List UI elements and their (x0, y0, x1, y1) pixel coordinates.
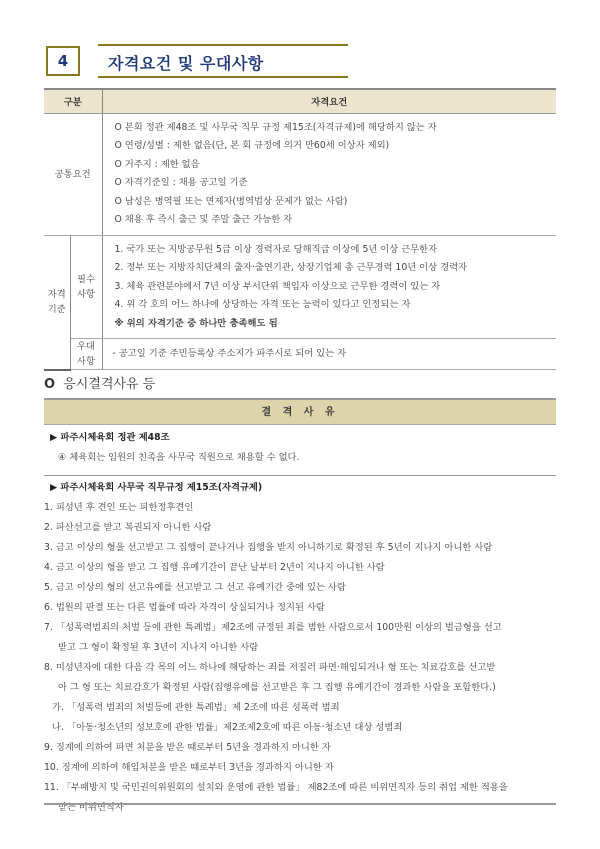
article-15 (44, 478, 556, 818)
list-item: 3. 체육 관련분야에서 7년 이상 부서단위 책임자 이상으로 근무한 경력이 있는 자 (114, 280, 441, 292)
article-line: 1. 피성년 후 견인 또는 피한정후견인 (44, 502, 194, 513)
preferred-label (70, 339, 102, 370)
list-item: O 채용 후 즉시 출근 및 주말 출근 가능한 자 (114, 214, 293, 225)
article-title: ▶ 파주시체육회 사무국 직무규정 제15조(자격규제) (50, 482, 263, 493)
required-label-line: 사항 (77, 288, 95, 300)
preferred-item: - 공고일 기준 주민등록상 주소지가 파주시로 되어 있는 자 (112, 347, 347, 359)
required-note: ※ 위의 자격기준 중 하나만 충족해도 됨 (114, 317, 278, 329)
preferred-label-line: 우대 (77, 341, 95, 352)
section-title: 자격요건 및 우대사항 (108, 54, 264, 73)
article-line: 9. 징계에 의하여 파면 처분을 받은 때로부터 5년을 경과하지 아니한 자 (44, 742, 331, 753)
qualification-label (44, 235, 70, 370)
section-title-frame (98, 44, 348, 78)
required-label (70, 235, 102, 339)
common-label: 공통요건 (44, 113, 102, 235)
list-item: O 거주지 : 제한 없음 (114, 158, 200, 170)
article-line: 11. 「부패방지 및 국민권익위원회의 설치와 운영에 관한 법률」 제82조에 따른 비위면직자 등의 취업 제한 적용을 (44, 782, 508, 793)
required-label-line: 필수 (77, 273, 95, 285)
requirements-table (44, 88, 556, 371)
article-line: 아 그 형 또는 치료감호가 확정된 사람(집행유예를 선고받은 후 그 집행 유예기간이 경과한 사람을 포함한다.) (58, 682, 496, 693)
row-required (44, 235, 556, 339)
list-item: O 본회 정관 제48조 및 사무국 직무 규정 제15조(자격규제)에 해당하지 않는 자 (114, 121, 437, 133)
list-item: 2. 정부 또는 지방자치단체의 출자·출연기관, 상장기업체 총 근무경력 10년 이상 경력자 (114, 262, 468, 273)
article-line: 8. 미성년자에 대한 다음 각 목의 어느 하나에 해당하는 죄를 저질러 파면·해임되거나 형 또는 치료감호를 선고받 (44, 662, 496, 673)
article-line: ④ 체육회는 임원의 친족을 사무국 직원으로 채용할 수 없다. (58, 452, 300, 463)
article-line: 가. 「성폭력 범죄의 처벌등에 관한 특례법」제 2조에 따른 성폭력 범죄 (52, 702, 340, 713)
list-item: 1. 국가 또는 지방공무원 5급 이상 경력자로 당해직급 이상에 5년 이상 근무한자 (114, 243, 438, 255)
disqualification-heading (44, 373, 155, 392)
row-preferred (44, 339, 556, 370)
article-line: 5. 금고 이상의 형의 선고유예를 선고받고 그 선고 유예기간 중에 있는 사람 (44, 582, 346, 593)
article-line: 3. 금고 이상의 형을 선고받고 그 집행이 끝나거나 집행을 받지 아니하기로 확정된 후 5년이 지나지 아니한 사람 (44, 542, 493, 553)
list-item: 4. 위 각 호의 어느 하나에 상당하는 자격 또는 능력이 있다고 인정되는 자 (114, 299, 411, 310)
article-line: 4. 금고 이상의 형을 받고 그 집행 유예기간이 끝난 날부터 2년이 지나지 아니한 사람 (44, 562, 385, 573)
article-line: 10. 징계에 의하여 해임처분을 받은 때로부터 3년을 경과하지 아니한 자 (44, 762, 334, 773)
list-item: O 남성은 병역필 또는 면제자(병역법상 문제가 없는 사람) (114, 195, 348, 207)
circle-bullet-icon: O (44, 377, 56, 392)
divider (44, 803, 556, 805)
article-line: 6. 법원의 판결 또는 다른 법률에 따라 자격이 상실되거나 정지된 사람 (44, 602, 325, 613)
article-48 (44, 428, 556, 468)
disqualification-table-header: 결 격 사 유 (44, 398, 556, 425)
qualification-label-line: 자격 (47, 289, 66, 300)
header-category: 구분 (44, 89, 102, 113)
disqualification-heading-text: 응시결격사유 등 (63, 377, 156, 392)
article-line: 받고 그 형이 확정된 후 3년이 지나지 아니한 사람 (58, 642, 259, 653)
article-line: 2. 파산선고를 받고 복권되지 아니한 사람 (44, 522, 212, 533)
article-line: 7. 「성폭력범죄의 처벌 등에 관한 특례법」제2조에 규정된 죄를 범한 사람으로서 100만원 이상의 벌금형을 선고 (44, 622, 502, 633)
list-item: O 자격기준일 : 채용 공고일 기준 (114, 177, 248, 188)
required-items (102, 235, 556, 339)
preferred-text (102, 339, 556, 370)
row-common (44, 113, 556, 235)
section-number: 4 (46, 46, 80, 76)
qualification-label-line: 기준 (47, 304, 66, 315)
divider (44, 475, 556, 476)
common-items (102, 113, 556, 235)
article-title: ▶ 파주시체육회 정관 제48조 (50, 432, 170, 443)
preferred-label-line: 사항 (77, 356, 95, 367)
section-heading (44, 44, 364, 78)
article-line: 나. 「아동·청소년의 성보호에 관한 법률」제2조제2호에 따른 아동·청소년 대상 성범죄 (52, 722, 403, 733)
list-item: O 연령/성별 : 제한 없음(단, 본 회 규정에 의거 만60세 이상자 제외) (114, 140, 390, 151)
article-line: 받는 비위면직자 (58, 802, 124, 813)
header-requirements: 자격요건 (102, 89, 556, 113)
